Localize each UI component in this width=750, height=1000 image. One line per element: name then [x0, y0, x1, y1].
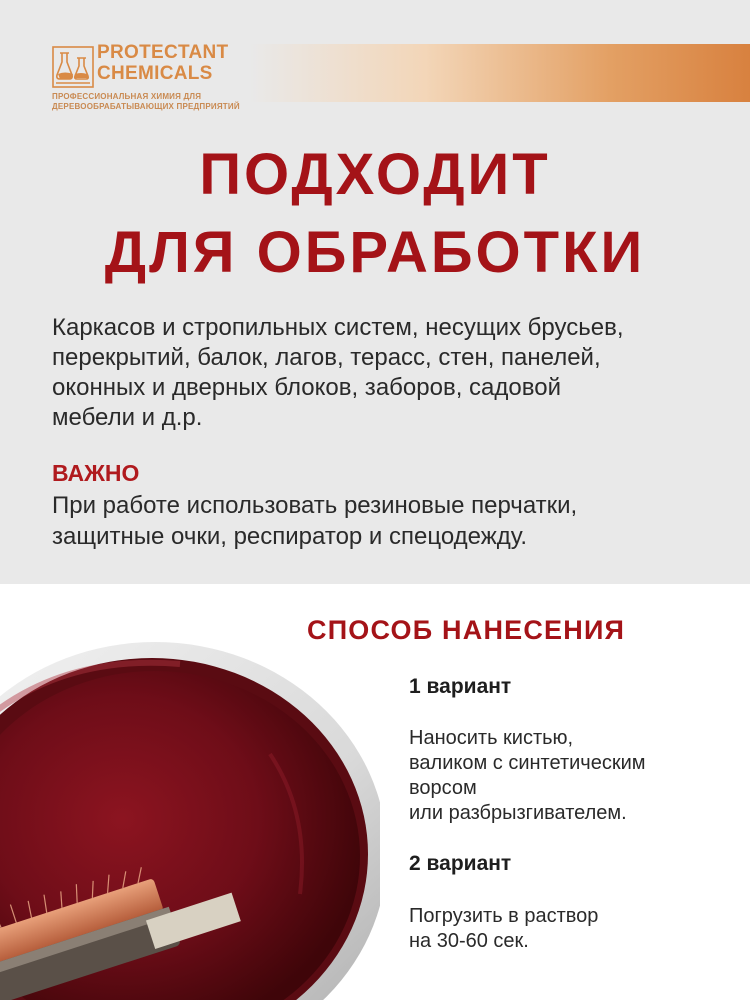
- variant2-line: на 30-60 сек.: [409, 930, 529, 952]
- variant2-line: Погрузить в раствор: [409, 905, 599, 927]
- brand-name-line1: PROTECTANT: [97, 42, 229, 63]
- headline-line1: ПОДХОДИТ: [199, 142, 551, 207]
- brand-name-line2: CHEMICALS: [97, 63, 213, 84]
- brand-name: [97, 42, 228, 84]
- warning-text: [52, 490, 732, 552]
- warning-line: защитные очки, респиратор и спецодежду.: [52, 523, 528, 550]
- headline-line2: ДЛЯ ОБРАБОТКИ: [104, 220, 646, 285]
- variant1-text: [409, 726, 739, 826]
- warning-line: При работе использовать резиновые перчатки,: [52, 492, 578, 519]
- brand-tagline: [52, 92, 240, 112]
- variant1-title: 1 вариант: [409, 675, 512, 698]
- lead-line: мебели и д.р.: [52, 404, 203, 431]
- lead-line: Каркасов и стропильных систем, несущих брусьев,: [52, 314, 624, 341]
- variant1-line: Наносить кистью,: [409, 727, 574, 749]
- variant1-line: валиком с синтетическим: [409, 752, 646, 774]
- lead-line: оконных и дверных блоков, заборов, садовой: [52, 374, 561, 401]
- variant1-line: или разбрызгивателем.: [409, 802, 627, 824]
- lead-line: перекрытий, балок, лагов, терасс, стен, панелей,: [52, 344, 601, 371]
- paint-bowl-photo: [0, 604, 380, 1000]
- application-title: СПОСОБ НАНЕСЕНИЯ: [307, 615, 626, 645]
- brand-tagline-line1: ПРОФЕССИОНАЛЬНАЯ ХИМИЯ ДЛЯ: [52, 92, 202, 101]
- warning-title: ВАЖНО: [52, 460, 140, 486]
- lead-text: [52, 313, 732, 433]
- variant2-title: 2 вариант: [409, 852, 512, 875]
- variant1-line: ворсом: [409, 777, 477, 799]
- variant2-text: [409, 904, 739, 954]
- brand-tagline-line2: ДЕРЕВООБРАБАТЫВАЮЩИХ ПРЕДПРИЯТИЙ: [52, 102, 240, 111]
- flask-icon: [52, 46, 94, 88]
- header-accent-bar: [250, 44, 750, 102]
